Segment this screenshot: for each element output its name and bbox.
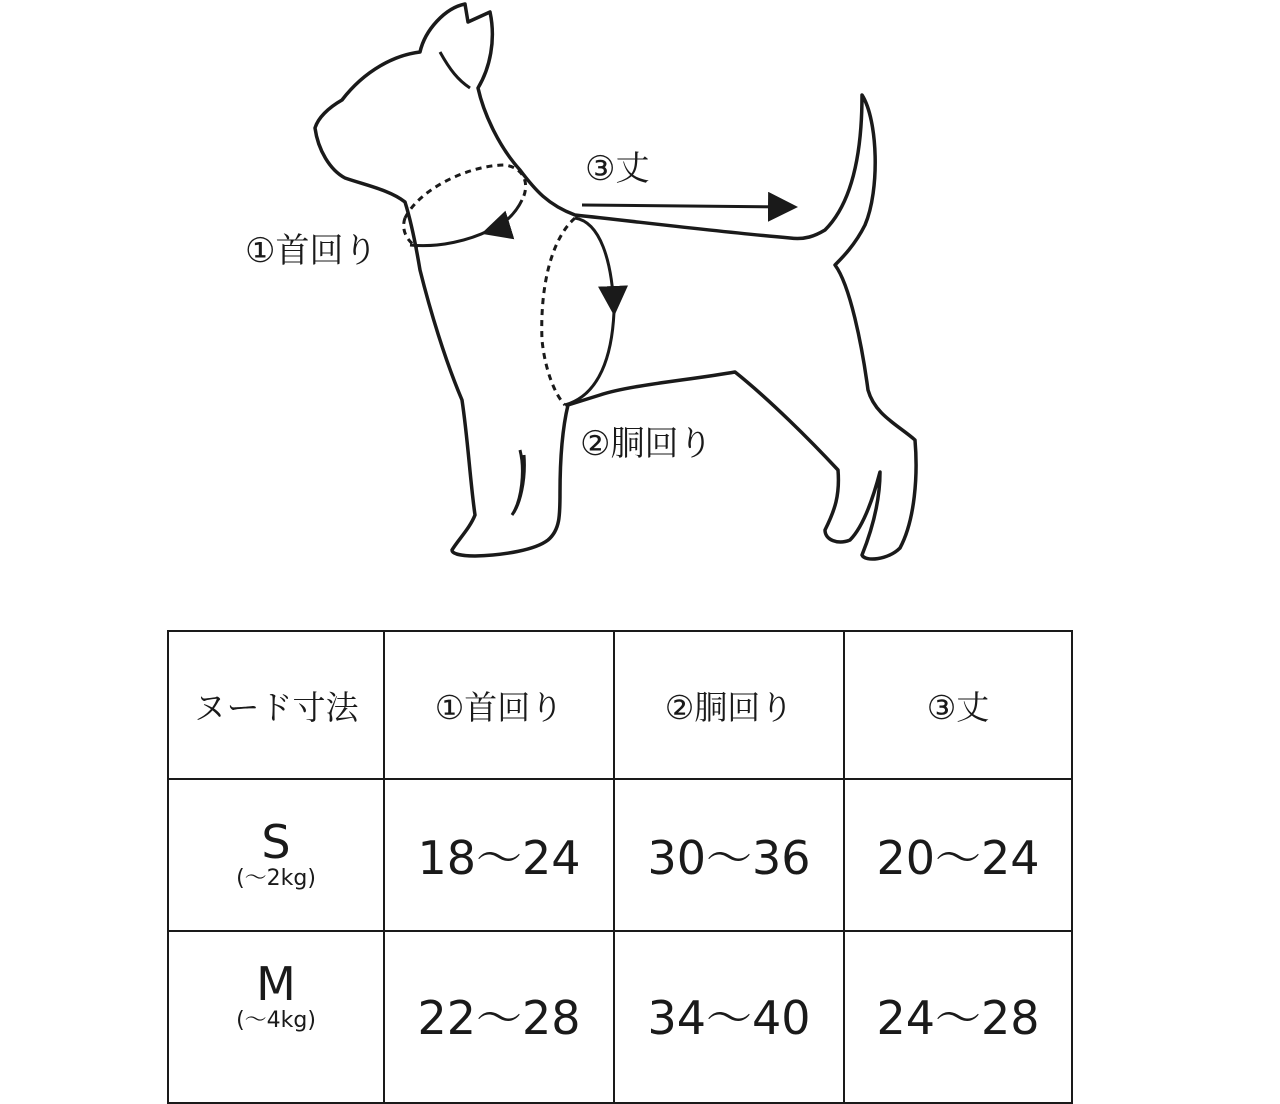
size-label: M	[256, 957, 296, 1011]
chest-value: 30〜36	[614, 779, 844, 931]
neck-value: 22〜28	[384, 931, 614, 1103]
diagram-label-length: ③丈	[585, 149, 650, 189]
header-chest: ②胴回り	[614, 631, 844, 779]
table-header-row	[168, 631, 1072, 779]
neck-value: 18〜24	[384, 779, 614, 931]
size-label: S	[261, 814, 291, 869]
header-nude-measurement: ヌード寸法	[168, 631, 384, 779]
size-weight: (〜4kg)	[236, 1008, 316, 1034]
chest-value: 34〜40	[614, 931, 844, 1103]
dog-silhouette-icon	[315, 4, 916, 559]
size-chart-table	[167, 630, 1073, 1104]
header-length: ③丈	[844, 631, 1072, 779]
length-value: 20〜24	[844, 779, 1072, 931]
size-weight: (〜2kg)	[236, 865, 316, 891]
size-cell	[168, 779, 384, 931]
table-row	[168, 779, 1072, 931]
length-value: 24〜28	[844, 931, 1072, 1103]
table-row	[168, 931, 1072, 1103]
header-neck: ①首回り	[384, 631, 614, 779]
diagram-label-neck: ①首回り	[245, 231, 378, 271]
size-cell	[168, 931, 384, 1103]
diagram-label-chest: ②胴回り	[580, 424, 713, 464]
